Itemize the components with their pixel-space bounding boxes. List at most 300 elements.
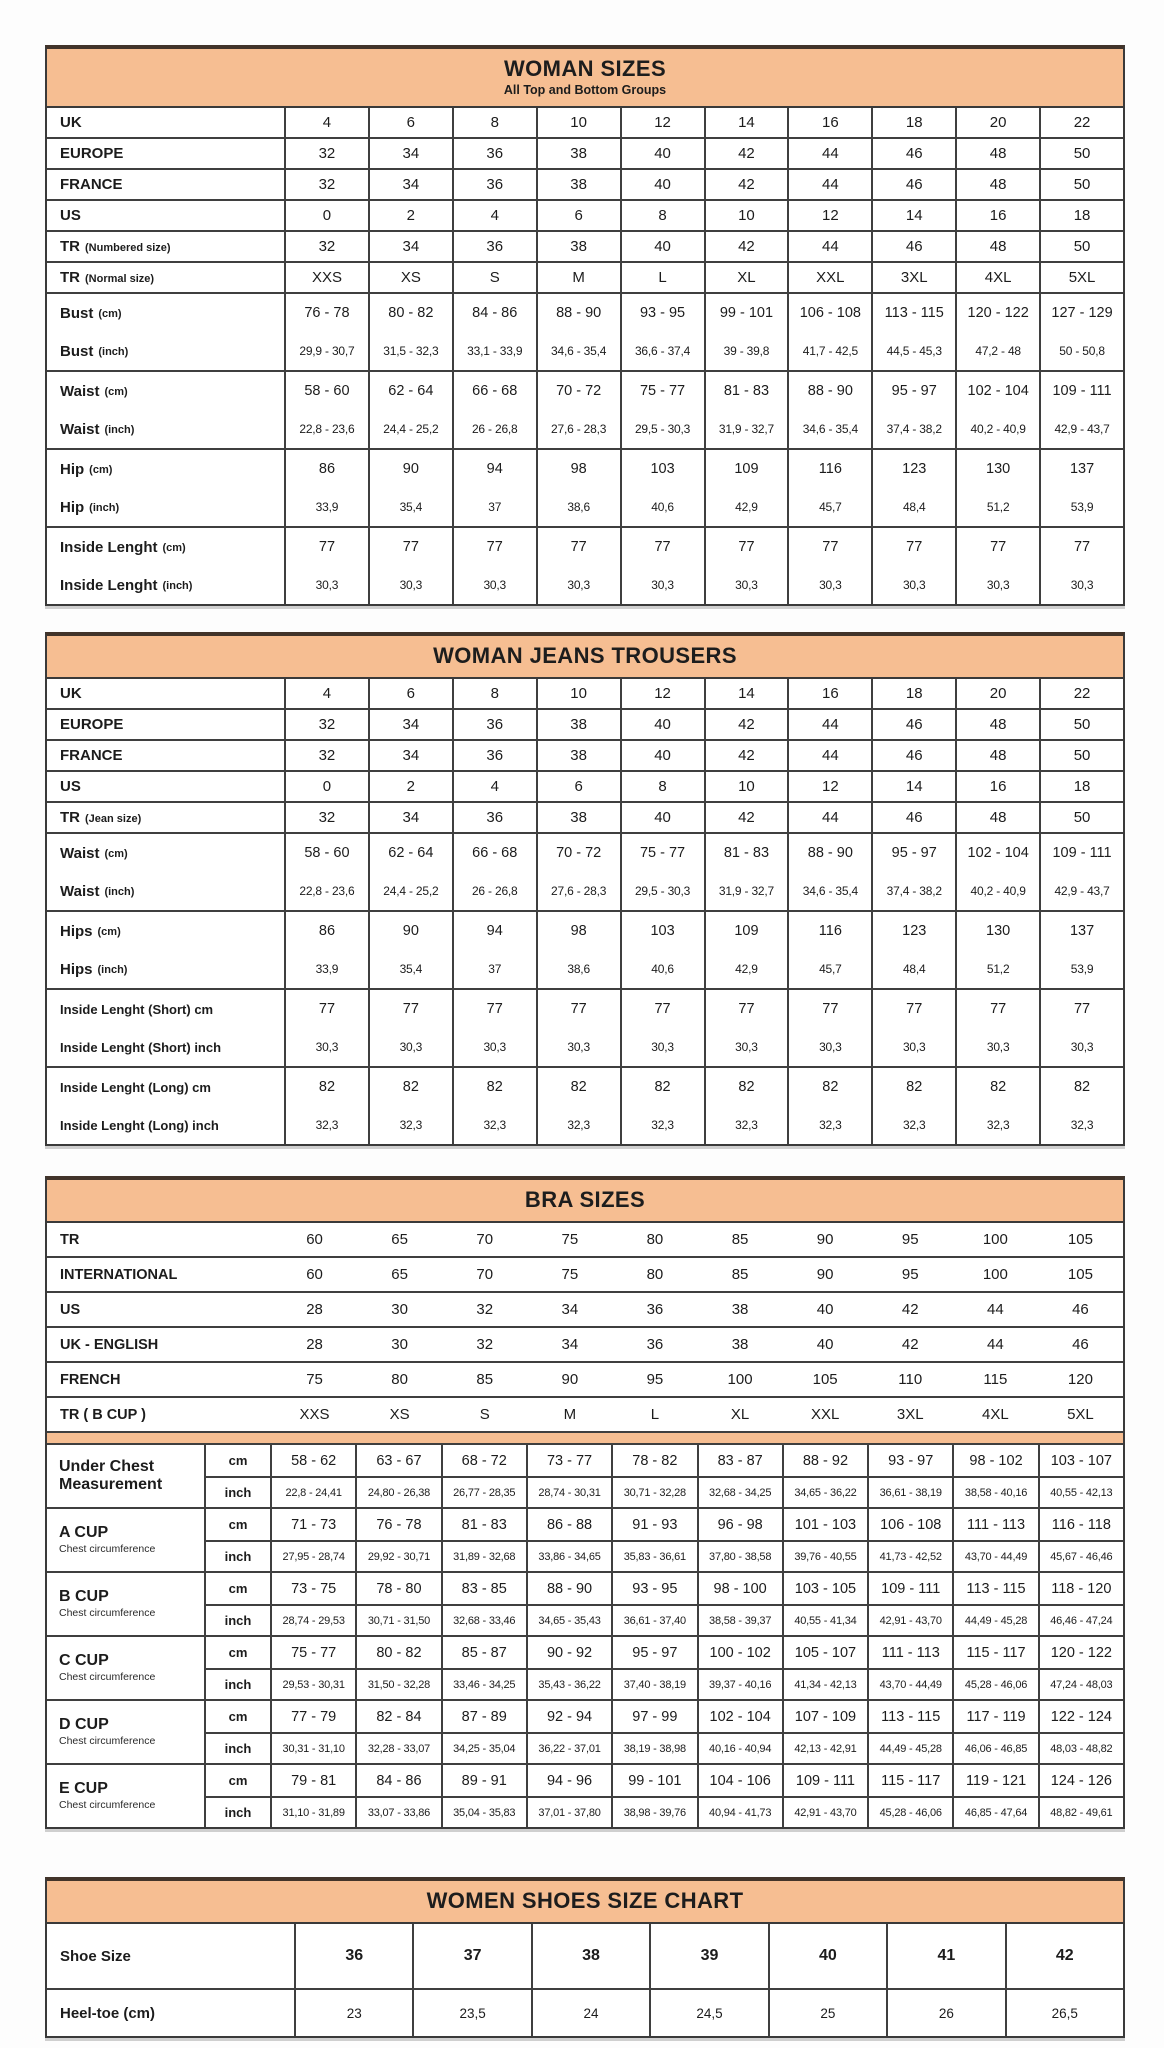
size-value: 30 bbox=[391, 1336, 408, 1353]
size-value: 115 bbox=[983, 1371, 1008, 1388]
cup-inch-value: 34,25 - 35,04 bbox=[441, 1732, 526, 1763]
size-value: 32 bbox=[284, 139, 368, 168]
bra-band-row bbox=[47, 1396, 1123, 1431]
size-value: 82 bbox=[368, 1068, 452, 1106]
size-value: 70 - 72 bbox=[536, 372, 620, 410]
size-value: 123 bbox=[871, 912, 955, 950]
size-value: 34 bbox=[561, 1336, 579, 1353]
size-value: 90 bbox=[816, 1231, 834, 1248]
size-value: S bbox=[479, 1406, 490, 1423]
row-label-cell bbox=[47, 679, 284, 708]
size-value: 48,4 bbox=[871, 950, 955, 988]
unit-label-cm: cm bbox=[204, 1701, 270, 1732]
row-label-cell bbox=[47, 263, 284, 292]
row-label-cell bbox=[47, 294, 284, 332]
row-label-cell bbox=[47, 1990, 294, 2036]
size-value: 37,4 - 38,2 bbox=[871, 872, 955, 910]
size-value: 105 bbox=[1067, 1231, 1093, 1248]
size-value: 30,3 bbox=[704, 566, 788, 604]
size-value: 8 bbox=[452, 679, 536, 708]
table-header bbox=[47, 1881, 1123, 1924]
row-label-note: (inch) bbox=[97, 964, 128, 976]
table-title: WOMEN SHOES SIZE CHART bbox=[426, 1888, 744, 1913]
size-value: 5XL bbox=[1067, 1406, 1094, 1423]
size-value: 38 bbox=[536, 170, 620, 199]
size-value: 30,3 bbox=[871, 1028, 955, 1066]
size-value: 38 bbox=[731, 1336, 749, 1353]
size-value: 22,8 - 23,6 bbox=[284, 410, 368, 448]
size-value: 44,5 - 45,3 bbox=[871, 332, 955, 370]
cup-cm-value: 98 - 102 bbox=[952, 1445, 1037, 1476]
size-value: 42 bbox=[704, 139, 788, 168]
size-value: 109 bbox=[704, 450, 788, 488]
row-label-cell bbox=[47, 912, 284, 950]
divider-strip bbox=[47, 1431, 1123, 1445]
row-label: Bust bbox=[60, 342, 94, 360]
size-value: 116 bbox=[787, 912, 871, 950]
size-value: 36 bbox=[452, 803, 536, 832]
cup-inch-value: 32,28 - 33,07 bbox=[355, 1732, 440, 1763]
cup-label-cell bbox=[47, 1573, 204, 1635]
size-value: 29,5 - 30,3 bbox=[620, 410, 704, 448]
size-value: 103 bbox=[620, 912, 704, 950]
table-row bbox=[47, 448, 1123, 488]
size-value: 75 bbox=[561, 1266, 579, 1283]
size-value: 77 bbox=[620, 990, 704, 1028]
size-value: 44 bbox=[787, 803, 871, 832]
size-value: 24,4 - 25,2 bbox=[368, 872, 452, 910]
size-value: 50 bbox=[1039, 741, 1123, 770]
size-value: 46 bbox=[871, 139, 955, 168]
size-value: 30,3 bbox=[536, 566, 620, 604]
row-label-cell bbox=[47, 1028, 284, 1066]
cup-inch-value: 39,37 - 40,16 bbox=[697, 1668, 782, 1699]
cup-section bbox=[47, 1445, 1123, 1507]
size-value: 38 bbox=[731, 1301, 749, 1318]
size-value: 24 bbox=[531, 1990, 649, 2036]
size-value: 16 bbox=[955, 772, 1039, 801]
size-value: 34,6 - 35,4 bbox=[536, 332, 620, 370]
size-value: 14 bbox=[871, 772, 955, 801]
size-value: XXS bbox=[284, 263, 368, 292]
size-value: 94 bbox=[452, 912, 536, 950]
cup-inch-value: 38,58 - 40,16 bbox=[952, 1476, 1037, 1507]
table-row bbox=[47, 137, 1123, 168]
size-value: 105 bbox=[812, 1371, 838, 1388]
size-value: 40 bbox=[816, 1301, 834, 1318]
row-label-cell bbox=[47, 1106, 284, 1144]
size-value: 50 bbox=[1039, 803, 1123, 832]
table-title: WOMAN SIZES bbox=[503, 56, 667, 81]
table-row bbox=[47, 950, 1123, 988]
size-value: 32,3 bbox=[620, 1106, 704, 1144]
cup-label: A CUP bbox=[59, 1524, 109, 1541]
cup-cm-value: 94 - 96 bbox=[526, 1765, 611, 1796]
row-label-cell bbox=[47, 872, 284, 910]
cup-cm-value: 93 - 95 bbox=[611, 1573, 696, 1604]
size-value: 70 bbox=[476, 1231, 494, 1248]
size-value: 8 bbox=[620, 201, 704, 230]
size-value: 2 bbox=[368, 772, 452, 801]
size-value: 40 bbox=[816, 1336, 834, 1353]
row-label-note: (inch) bbox=[162, 580, 193, 592]
size-value: XXL bbox=[787, 263, 871, 292]
cup-inch-value: 47,24 - 48,03 bbox=[1038, 1668, 1123, 1699]
size-value: 130 bbox=[955, 450, 1039, 488]
cup-cm-value: 106 - 108 bbox=[867, 1509, 952, 1540]
size-value: 75 bbox=[306, 1371, 323, 1388]
cup-cm-value: 78 - 82 bbox=[611, 1445, 696, 1476]
cup-inch-value: 30,71 - 32,28 bbox=[611, 1476, 696, 1507]
size-value: 90 bbox=[368, 912, 452, 950]
size-value: 75 bbox=[561, 1231, 579, 1248]
size-value: 8 bbox=[620, 772, 704, 801]
size-value: 38 bbox=[531, 1924, 649, 1988]
size-value: 22,8 - 23,6 bbox=[284, 872, 368, 910]
size-value: 30,3 bbox=[452, 1028, 536, 1066]
cup-cm-value: 85 - 87 bbox=[441, 1637, 526, 1668]
cup-label-cell bbox=[47, 1701, 204, 1763]
size-value: 77 bbox=[704, 528, 788, 566]
table-row bbox=[47, 526, 1123, 566]
cup-cm-value: 102 - 104 bbox=[697, 1701, 782, 1732]
table-header bbox=[47, 1180, 1123, 1223]
bra-band-row bbox=[47, 1291, 1123, 1326]
size-value: 40 bbox=[620, 232, 704, 261]
size-value: 30,3 bbox=[368, 566, 452, 604]
size-value: 120 bbox=[1067, 1371, 1093, 1388]
cup-inch-value: 40,55 - 41,34 bbox=[782, 1604, 867, 1635]
size-value: 12 bbox=[787, 201, 871, 230]
size-value: 44 bbox=[787, 170, 871, 199]
size-value: 0 bbox=[284, 201, 368, 230]
size-value: 137 bbox=[1039, 450, 1123, 488]
size-value: 80 bbox=[646, 1266, 664, 1283]
bra-sizes-table bbox=[45, 1176, 1125, 1829]
women-shoes-size-chart-table bbox=[45, 1877, 1125, 2038]
size-value: 10 bbox=[536, 108, 620, 137]
row-label: TR bbox=[60, 269, 80, 286]
size-value: 38,6 bbox=[536, 488, 620, 526]
size-value: 60 bbox=[306, 1266, 323, 1283]
cup-cm-value: 101 - 103 bbox=[782, 1509, 867, 1540]
size-value: XS bbox=[389, 1406, 410, 1423]
size-value: 116 bbox=[787, 450, 871, 488]
size-value: 12 bbox=[787, 772, 871, 801]
size-value: 50 - 50,8 bbox=[1039, 332, 1123, 370]
row-label: Hip bbox=[60, 498, 85, 516]
size-value: 36 bbox=[294, 1924, 412, 1988]
cup-cm-value: 119 - 121 bbox=[952, 1765, 1037, 1796]
cup-inch-value: 43,70 - 44,49 bbox=[867, 1668, 952, 1699]
size-value: 30,3 bbox=[787, 566, 871, 604]
size-value: 35,4 bbox=[368, 950, 452, 988]
size-value: 65 bbox=[391, 1231, 408, 1248]
row-label: UK bbox=[60, 114, 82, 131]
size-value: 106 - 108 bbox=[787, 294, 871, 332]
cup-inch-value: 35,83 - 36,61 bbox=[611, 1540, 696, 1571]
size-value: 34 bbox=[368, 170, 452, 199]
row-label: TR ( B CUP ) bbox=[60, 1406, 146, 1423]
size-value: 35,4 bbox=[368, 488, 452, 526]
size-value: 30,3 bbox=[704, 1028, 788, 1066]
cup-label-cell bbox=[47, 1509, 204, 1571]
size-value: 38 bbox=[536, 139, 620, 168]
size-value: 44 bbox=[787, 139, 871, 168]
size-value: 82 bbox=[955, 1068, 1039, 1106]
cup-inch-value: 31,10 - 31,89 bbox=[270, 1796, 355, 1827]
unit-label-inch: inch bbox=[204, 1476, 270, 1507]
cup-cm-value: 122 - 124 bbox=[1038, 1701, 1123, 1732]
row-label-note: (cm) bbox=[98, 308, 122, 320]
size-value: 34 bbox=[368, 710, 452, 739]
size-value: 40,2 - 40,9 bbox=[955, 872, 1039, 910]
cup-cm-value: 71 - 73 bbox=[270, 1509, 355, 1540]
cup-inch-value: 38,98 - 39,76 bbox=[611, 1796, 696, 1827]
size-value: 42,9 - 43,7 bbox=[1039, 410, 1123, 448]
table-row bbox=[47, 410, 1123, 448]
size-value: 95 - 97 bbox=[871, 372, 955, 410]
size-value: 77 bbox=[787, 990, 871, 1028]
size-value: 36 bbox=[452, 170, 536, 199]
cup-label: D CUP bbox=[59, 1716, 109, 1733]
cup-inch-value: 41,34 - 42,13 bbox=[782, 1668, 867, 1699]
cup-cm-value: 88 - 92 bbox=[782, 1445, 867, 1476]
row-label: Waist bbox=[60, 420, 100, 438]
cup-label: Under Chest Measurement bbox=[59, 1458, 163, 1493]
cup-label-note: Chest circumference bbox=[59, 1671, 156, 1683]
size-value: 77 bbox=[368, 990, 452, 1028]
size-value: 42 bbox=[704, 232, 788, 261]
size-value: 77 bbox=[452, 990, 536, 1028]
row-label: Hips bbox=[60, 960, 93, 978]
size-value: 24,4 - 25,2 bbox=[368, 410, 452, 448]
size-value: 34 bbox=[368, 803, 452, 832]
size-value: 4 bbox=[452, 201, 536, 230]
row-label-note: (cm) bbox=[89, 464, 113, 476]
cup-cm-value: 88 - 90 bbox=[526, 1573, 611, 1604]
unit-label-inch: inch bbox=[204, 1604, 270, 1635]
cup-inch-value: 40,16 - 40,94 bbox=[697, 1732, 782, 1763]
size-value: 6 bbox=[368, 108, 452, 137]
size-value: 34 bbox=[368, 741, 452, 770]
size-value: 24,5 bbox=[649, 1990, 767, 2036]
cup-cm-value: 111 - 113 bbox=[952, 1509, 1037, 1540]
size-value: 6 bbox=[536, 201, 620, 230]
cup-cm-value: 84 - 86 bbox=[355, 1765, 440, 1796]
cup-cm-value: 93 - 97 bbox=[867, 1445, 952, 1476]
size-value: 38,6 bbox=[536, 950, 620, 988]
table-row bbox=[47, 566, 1123, 604]
cup-label-note: Chest circumference bbox=[59, 1799, 156, 1811]
size-value: 105 bbox=[1067, 1266, 1093, 1283]
row-label: US bbox=[60, 778, 81, 795]
size-value: 27,6 - 28,3 bbox=[536, 410, 620, 448]
size-value: 32 bbox=[476, 1301, 494, 1318]
size-value: XL bbox=[704, 263, 788, 292]
row-label-cell bbox=[47, 566, 284, 604]
row-label: Bust bbox=[60, 304, 94, 322]
size-value: 31,5 - 32,3 bbox=[368, 332, 452, 370]
table-title: WOMAN JEANS TROUSERS bbox=[433, 643, 737, 668]
size-value: 82 bbox=[452, 1068, 536, 1106]
size-value: 76 - 78 bbox=[284, 294, 368, 332]
size-value: 38 bbox=[536, 803, 620, 832]
cup-cm-value: 91 - 93 bbox=[611, 1509, 696, 1540]
cup-inch-value: 33,46 - 34,25 bbox=[441, 1668, 526, 1699]
cup-inch-value: 36,22 - 37,01 bbox=[526, 1732, 611, 1763]
row-label-cell bbox=[47, 201, 284, 230]
size-value: 100 bbox=[982, 1266, 1008, 1283]
size-value: 42 bbox=[1005, 1924, 1123, 1988]
table-row bbox=[47, 168, 1123, 199]
cup-section bbox=[47, 1699, 1123, 1763]
cup-inch-value: 35,43 - 36,22 bbox=[526, 1668, 611, 1699]
size-value: 30,3 bbox=[284, 566, 368, 604]
table-row bbox=[47, 1106, 1123, 1144]
size-value: 120 - 122 bbox=[955, 294, 1039, 332]
size-value: 82 bbox=[1039, 1068, 1123, 1106]
row-label-cell bbox=[47, 950, 284, 988]
size-value: 58 - 60 bbox=[284, 372, 368, 410]
cup-section bbox=[47, 1507, 1123, 1571]
size-value: 41,7 - 42,5 bbox=[787, 332, 871, 370]
cup-inch-value: 46,85 - 47,64 bbox=[952, 1796, 1037, 1827]
size-value: 77 bbox=[284, 990, 368, 1028]
size-value: 90 bbox=[561, 1371, 579, 1388]
size-value: 32 bbox=[284, 170, 368, 199]
size-value: 42 bbox=[704, 170, 788, 199]
size-value: 23,5 bbox=[412, 1990, 530, 2036]
row-label: Shoe Size bbox=[60, 1947, 131, 1965]
size-value: 14 bbox=[871, 201, 955, 230]
cup-section bbox=[47, 1763, 1123, 1827]
size-value: 26 bbox=[886, 1990, 1004, 2036]
cup-inch-value: 46,46 - 47,24 bbox=[1038, 1604, 1123, 1635]
cup-inch-value: 30,71 - 31,50 bbox=[355, 1604, 440, 1635]
row-label-note: (cm) bbox=[162, 542, 186, 554]
table-row bbox=[47, 370, 1123, 410]
cup-cm-value: 100 - 102 bbox=[697, 1637, 782, 1668]
cup-inch-value: 24,80 - 26,38 bbox=[355, 1476, 440, 1507]
size-value: 22 bbox=[1039, 108, 1123, 137]
size-value: 26 - 26,8 bbox=[452, 410, 536, 448]
size-value: 127 - 129 bbox=[1039, 294, 1123, 332]
size-value: 62 - 64 bbox=[368, 372, 452, 410]
row-label: US bbox=[60, 207, 81, 224]
table-row bbox=[47, 988, 1123, 1028]
row-label-note: (inch) bbox=[98, 346, 129, 358]
row-label-cell bbox=[47, 834, 284, 872]
row-label-note: (Jean size) bbox=[85, 812, 142, 825]
cup-label: C CUP bbox=[59, 1652, 109, 1669]
row-label-note: (cm) bbox=[104, 848, 128, 860]
size-value: 86 bbox=[284, 450, 368, 488]
size-value: 137 bbox=[1039, 912, 1123, 950]
size-value: 45,7 bbox=[787, 950, 871, 988]
size-value: 95 - 97 bbox=[871, 834, 955, 872]
row-label-cell bbox=[47, 139, 284, 168]
row-label-note: (inch) bbox=[89, 502, 120, 514]
row-label: TR bbox=[60, 1231, 80, 1248]
size-value: 32,3 bbox=[871, 1106, 955, 1144]
table-row bbox=[47, 739, 1123, 770]
cup-inch-value: 34,65 - 36,22 bbox=[782, 1476, 867, 1507]
size-value: 62 - 64 bbox=[368, 834, 452, 872]
size-value: 36 bbox=[452, 710, 536, 739]
row-label-cell bbox=[47, 108, 284, 137]
size-value: 95 bbox=[646, 1371, 664, 1388]
cup-inch-value: 29,53 - 30,31 bbox=[270, 1668, 355, 1699]
size-value: 30,3 bbox=[620, 1028, 704, 1066]
table-row bbox=[47, 230, 1123, 261]
size-value: 30,3 bbox=[1039, 1028, 1123, 1066]
table-row bbox=[47, 801, 1123, 832]
table-row bbox=[47, 1066, 1123, 1106]
size-value: 30,3 bbox=[284, 1028, 368, 1066]
cup-inch-value: 35,04 - 35,83 bbox=[441, 1796, 526, 1827]
size-value: 44 bbox=[787, 741, 871, 770]
size-value: 30,3 bbox=[536, 1028, 620, 1066]
unit-label-cm: cm bbox=[204, 1509, 270, 1540]
table-row bbox=[47, 488, 1123, 526]
cup-cm-value: 68 - 72 bbox=[441, 1445, 526, 1476]
size-value: 39 - 39,8 bbox=[704, 332, 788, 370]
row-label-cell bbox=[47, 332, 284, 370]
table-row bbox=[47, 1924, 1123, 1988]
size-value: 42 bbox=[704, 710, 788, 739]
size-value: 77 bbox=[704, 990, 788, 1028]
size-value: 77 bbox=[536, 990, 620, 1028]
cup-inch-value: 26,77 - 28,35 bbox=[441, 1476, 526, 1507]
cup-inch-value: 22,8 - 24,41 bbox=[270, 1476, 355, 1507]
size-value: 40 bbox=[620, 710, 704, 739]
row-label-cell bbox=[47, 232, 284, 261]
unit-label-cm: cm bbox=[204, 1637, 270, 1668]
size-value: 45,7 bbox=[787, 488, 871, 526]
row-label-cell bbox=[47, 1223, 272, 1256]
size-value: L bbox=[650, 1406, 660, 1423]
size-value: 50 bbox=[1039, 170, 1123, 199]
size-value: 46 bbox=[1072, 1301, 1089, 1318]
cup-cm-value: 118 - 120 bbox=[1038, 1573, 1123, 1604]
size-value: 6 bbox=[536, 772, 620, 801]
row-label-note: (cm) bbox=[104, 386, 128, 398]
size-value: 18 bbox=[871, 679, 955, 708]
unit-label-cm: cm bbox=[204, 1573, 270, 1604]
size-value: 32 bbox=[476, 1336, 494, 1353]
size-value: 77 bbox=[284, 528, 368, 566]
size-value: 30,3 bbox=[620, 566, 704, 604]
cup-cm-value: 81 - 83 bbox=[441, 1509, 526, 1540]
size-value: 4XL bbox=[981, 1406, 1009, 1423]
size-value: 4XL bbox=[955, 263, 1039, 292]
size-value: 16 bbox=[955, 201, 1039, 230]
size-value: 33,9 bbox=[284, 488, 368, 526]
size-value: 75 - 77 bbox=[620, 834, 704, 872]
table-row bbox=[47, 872, 1123, 910]
row-label: EUROPE bbox=[60, 145, 124, 162]
size-value: 36 bbox=[452, 232, 536, 261]
table-row bbox=[47, 679, 1123, 708]
cup-inch-value: 40,94 - 41,73 bbox=[697, 1796, 782, 1827]
size-value: 48 bbox=[955, 803, 1039, 832]
size-value: 80 - 82 bbox=[368, 294, 452, 332]
size-value: 113 - 115 bbox=[871, 294, 955, 332]
size-value: 70 - 72 bbox=[536, 834, 620, 872]
size-value: 95 bbox=[901, 1266, 919, 1283]
cup-cm-value: 124 - 126 bbox=[1038, 1765, 1123, 1796]
